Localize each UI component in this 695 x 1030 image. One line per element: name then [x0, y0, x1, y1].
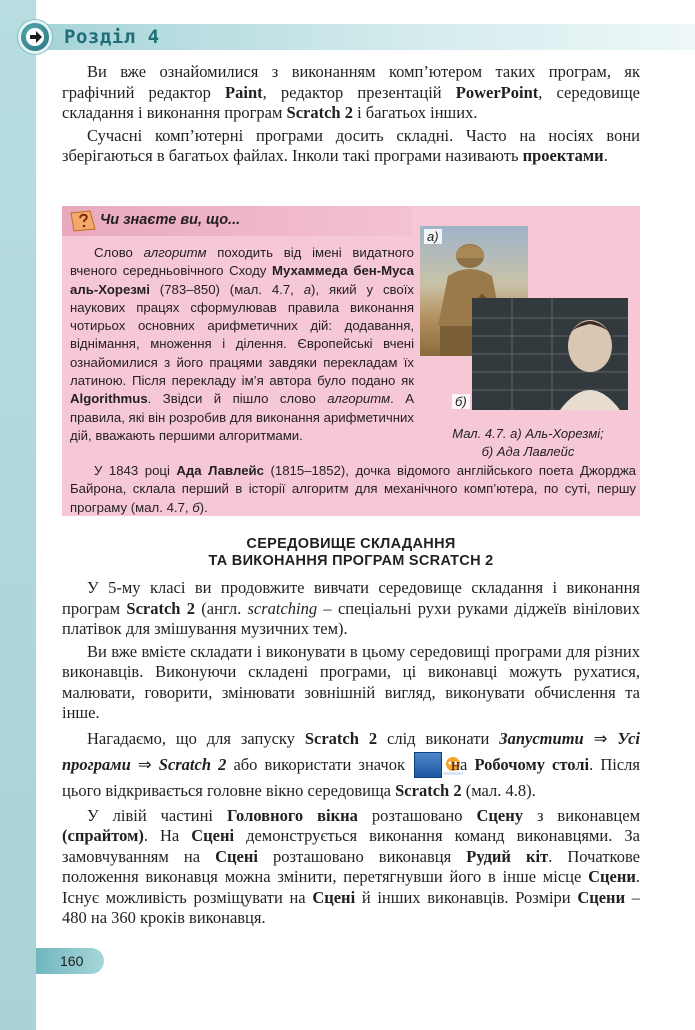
section-title: Розділ 4	[64, 26, 160, 48]
main-paragraph-3: Нагадаємо, що для запуску Scratch 2 слід виконати Запустити ⇒ Усі програми ⇒ Scratch 2 або використати значок на Робочому столі. Після цього відкривається головне вікно середовища Scratch 2 (мал. 4.8).	[62, 728, 641, 800]
subheading-line-2: ТА ВИКОНАННЯ ПРОГРАМ SCRATCH 2	[208, 553, 494, 569]
subheading-line-1: СЕРЕДОВИЩЕ СКЛАДАННЯ	[246, 536, 456, 552]
question-icon	[68, 209, 98, 233]
main-paragraph-2: Ви вже вмієте складати і виконувати в цьому середовищі програми для різних виконавців. Виконуючи складені програми, ці виконавці можуть рухатися, малювати, говорити, змінювати зовнішній вигляд, виконувати обчислення та інше.	[62, 641, 640, 722]
photo-label-b: б)	[452, 394, 470, 409]
info-paragraph-2: У 1843 році Ада Лавлейс (1815–1852), дочка відомого англійського поета Джорджа Байрона, склала перший в історії алгоритм для механічного комп’ютера, по суті, першу програму (мал. 4.7, б).	[70, 463, 636, 515]
figure-caption: Мал. 4.7. а) Аль-Хорезмі; б) Ада Лавлейс	[452, 426, 604, 459]
main-paragraph-1: У 5-му класі ви продовжите вивчати середовище складання і виконання програм Scratch 2 (англ. scratching – спеціальні рухи руками діджеїв вінілових платівок для змішування музичних тем).	[62, 578, 640, 638]
main-text	[62, 578, 640, 931]
intro-text	[62, 62, 640, 169]
photo-label-a: а)	[424, 229, 442, 244]
info-box-header	[62, 206, 412, 236]
arrow-right-icon	[18, 20, 52, 54]
intro-paragraph-2: Сучасні комп’ютерні програми досить складні. Часто на носіях вони зберігаються в багатьох файлах. Інколи такі програми називають проектами.	[62, 125, 640, 165]
info-box-title: Чи знаєте ви, що...	[100, 212, 241, 228]
scratch-app-icon[interactable]	[414, 752, 442, 778]
portrait-illustration	[472, 298, 628, 410]
info-paragraph-1: Слово алгоритм походить від імені видатного вченого середньовічного Сходу Мухаммеда бен-Муса аль-Хорезмі (783–850) (мал. 4.7, а), який у своїх наукових працях сформулював правила виконання чотирьох основних арифметичних дій: додавання, віднімання, множення і ділення. Європейські вчені ознайомилися з його працями завдяки перекладам їх латиною. Після перекладу ім’я автора було подано як Algorithmus. Звідси й пішло слово алгоритм. А правила, які він розробив для виконання арифметичних дій, вважають першими алгоритмами.	[70, 245, 415, 443]
main-paragraph-4: У лівій частині Головного вікна розташовано Сцену з виконавцем (спрайтом). На Сцені демонструється виконання команд виконавцями. За замовчуванням на Сцені розташовано виконавця Рудий кіт. Початкове положення виконавця можна змінити, перетягнувши його в інше місце Сцени. Існує можливість розміщувати на Сцені й інших виконавців. Розміри Сцени – 480 на 360 кроків виконавця.	[62, 805, 641, 927]
section-subheading	[62, 536, 640, 570]
left-margin-strip	[0, 0, 36, 1030]
intro-paragraph-1: Ви вже ознайомилися з виконанням комп’ютером таких програм, як графічний редактор Paint, редактор презентацій PowerPoint, середовище складання і виконання програм Scratch 2 і багатьох інших.	[62, 62, 641, 122]
page-number: 160	[36, 948, 104, 974]
photo-ada-lovelace	[472, 298, 628, 410]
